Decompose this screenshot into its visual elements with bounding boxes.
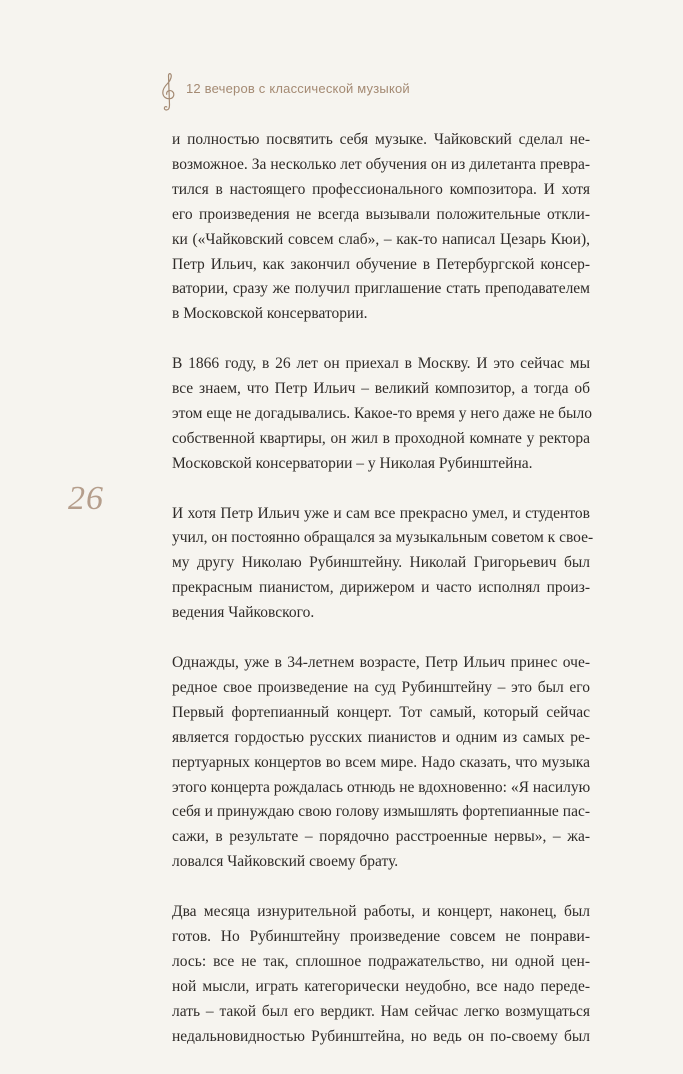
- paragraph: [172, 352, 590, 477]
- text-line: прекрасным пианистом, дирижером и часто исполнял произ-: [172, 579, 590, 597]
- text-line: этом еще не догадывались. Какое-то время у него даже не было: [172, 404, 592, 422]
- text-line: ватории, сразу же получил приглашение стать преподавателем: [172, 280, 590, 298]
- text-line: возможное. За несколько лет обучения он из дилетанта превра-: [172, 155, 590, 173]
- text-line: лось: все не так, сплошное подражательство, ни одной цен-: [172, 952, 590, 970]
- text-line: ки («Чайковский совсем слаб», – как-то написал Цезарь Кюи),: [172, 230, 590, 248]
- text-line: редное свое произведение на суд Рубинштейну – это был его: [172, 678, 590, 696]
- running-header: [160, 74, 410, 112]
- text-line: Однажды, уже в 34-летнем возрасте, Петр Ильич принес оче-: [172, 653, 590, 671]
- paragraph: [172, 128, 590, 327]
- text-line: ной мысли, играть категорически неудобно, все надо переде-: [172, 977, 590, 995]
- text-line: Московской консерватории – у Николая Рубинштейна.: [172, 454, 533, 472]
- text-line: му другу Николаю Рубинштейну. Николай Григорьевич был: [172, 554, 590, 572]
- text-line: В 1866 году, в 26 лет он приехал в Москву. И это сейчас мы: [172, 355, 590, 373]
- text-line: собственной квартиры, он жил в проходной комнате у ректора: [172, 429, 590, 447]
- text-line: Первый фортепианный концерт. Тот самый, который сейчас: [172, 703, 590, 721]
- text-line: ловался Чайковский своему брату.: [172, 853, 399, 871]
- paragraph: [172, 502, 594, 627]
- running-header-title: 12 вечеров с классической музыкой: [186, 81, 410, 96]
- text-line: пертуарных концертов во всем мире. Надо сказать, что музыка: [172, 753, 590, 771]
- text-line: недальновидностью Рубинштейна, но ведь он по-своему был: [172, 1027, 590, 1045]
- text-line: Два месяца изнурительной работы, и концерт, наконец, был: [172, 903, 590, 921]
- body-text: [172, 128, 594, 1074]
- text-line: в Московской консерватории.: [172, 305, 368, 323]
- text-line: и полностью посвятить себя музыке. Чайковский сделал не-: [172, 131, 590, 148]
- text-line: является гордостью русских пианистов и одним из самых ре-: [172, 728, 590, 746]
- treble-clef-icon: [160, 72, 178, 112]
- text-line: тился в настоящего профессионального композитора. И хотя: [172, 180, 590, 198]
- text-line: сажи, в результате – порядочно расстроенные нервы», – жа-: [172, 828, 590, 846]
- paragraph: [172, 651, 590, 875]
- text-line: И хотя Петр Ильич уже и сам все прекрасно умел, и студентов: [172, 504, 590, 522]
- text-line: все знаем, что Петр Ильич – великий композитор, а тогда об: [172, 380, 590, 398]
- text-line: этого концерта рождалась отнюдь не вдохновенно: «Я насилую: [172, 778, 591, 796]
- text-line: Петр Ильич, как закончил обучение в Петербургской консер-: [172, 255, 590, 273]
- text-line: его произведения не всегда вызывали положительные откли-: [172, 205, 590, 223]
- paragraph: [172, 900, 590, 1049]
- text-line: лать – такой был его вердикт. Нам сейчас легко возмущаться: [172, 1002, 590, 1020]
- text-line: себя и принуждаю свою голову измышлять фортепианные пас-: [172, 803, 590, 821]
- text-line: ведения Чайковского.: [172, 604, 315, 622]
- text-line: готов. Но Рубинштейну произведение совсем не понрави-: [172, 927, 590, 945]
- text-line: учил, он постоянно обращался за музыкальным советом к свое-: [172, 529, 594, 547]
- page-number: 26: [68, 480, 104, 517]
